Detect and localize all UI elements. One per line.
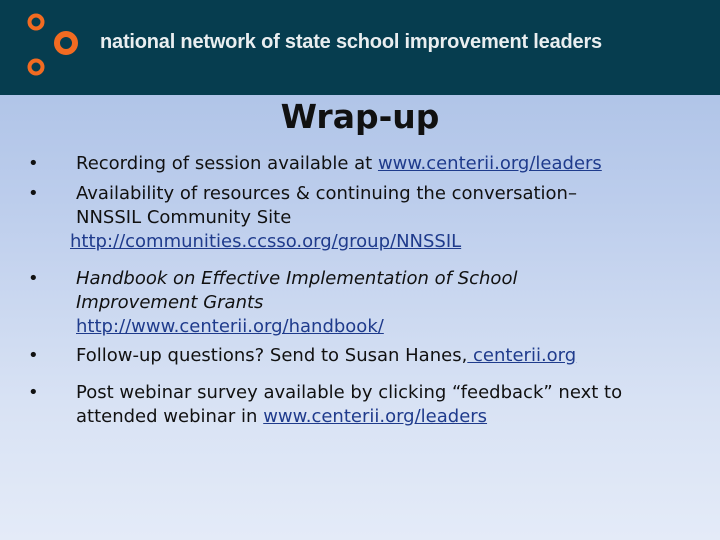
list-item — [28, 267, 698, 339]
organization-name: national network of state school improvement leaders — [100, 31, 602, 53]
list-item — [28, 152, 698, 176]
email-link[interactable]: centerii.org — [467, 345, 577, 366]
item-text: Post webinar survey available by clicking “feedback” next to — [76, 382, 623, 403]
handbook-link[interactable]: http://www.centerii.org/handbook/ — [76, 316, 384, 337]
item-text: Follow-up questions? Send to Susan Hanes, — [76, 345, 468, 366]
bullet-icon: • — [28, 153, 39, 174]
item-text: Availability of resources & continuing the conversation– — [76, 183, 577, 204]
list-item — [28, 344, 698, 368]
list-item — [28, 182, 698, 254]
item-text: NNSSIL Community Site — [76, 207, 292, 228]
community-site-link[interactable]: http://communities.ccsso.org/group/NNSSIL — [70, 231, 462, 252]
bullet-icon: • — [28, 382, 39, 403]
three-circles-logo-icon — [0, 0, 90, 95]
item-text: Handbook on Effective Implementation of School — [76, 268, 518, 289]
bullet-list — [28, 152, 698, 429]
item-text: Improvement Grants — [76, 292, 264, 313]
slide-title: Wrap-up — [280, 97, 440, 136]
bullet-icon: • — [28, 268, 39, 289]
item-text: attended webinar in — [76, 406, 264, 427]
survey-link[interactable]: www.centerii.org/leaders — [263, 406, 488, 427]
bullet-icon: • — [28, 183, 39, 204]
list-item — [28, 381, 698, 429]
bullet-icon: • — [28, 345, 39, 366]
item-text: Recording of session available at — [76, 153, 378, 174]
header-bar — [0, 0, 720, 95]
recording-link[interactable]: www.centerii.org/leaders — [377, 153, 602, 174]
